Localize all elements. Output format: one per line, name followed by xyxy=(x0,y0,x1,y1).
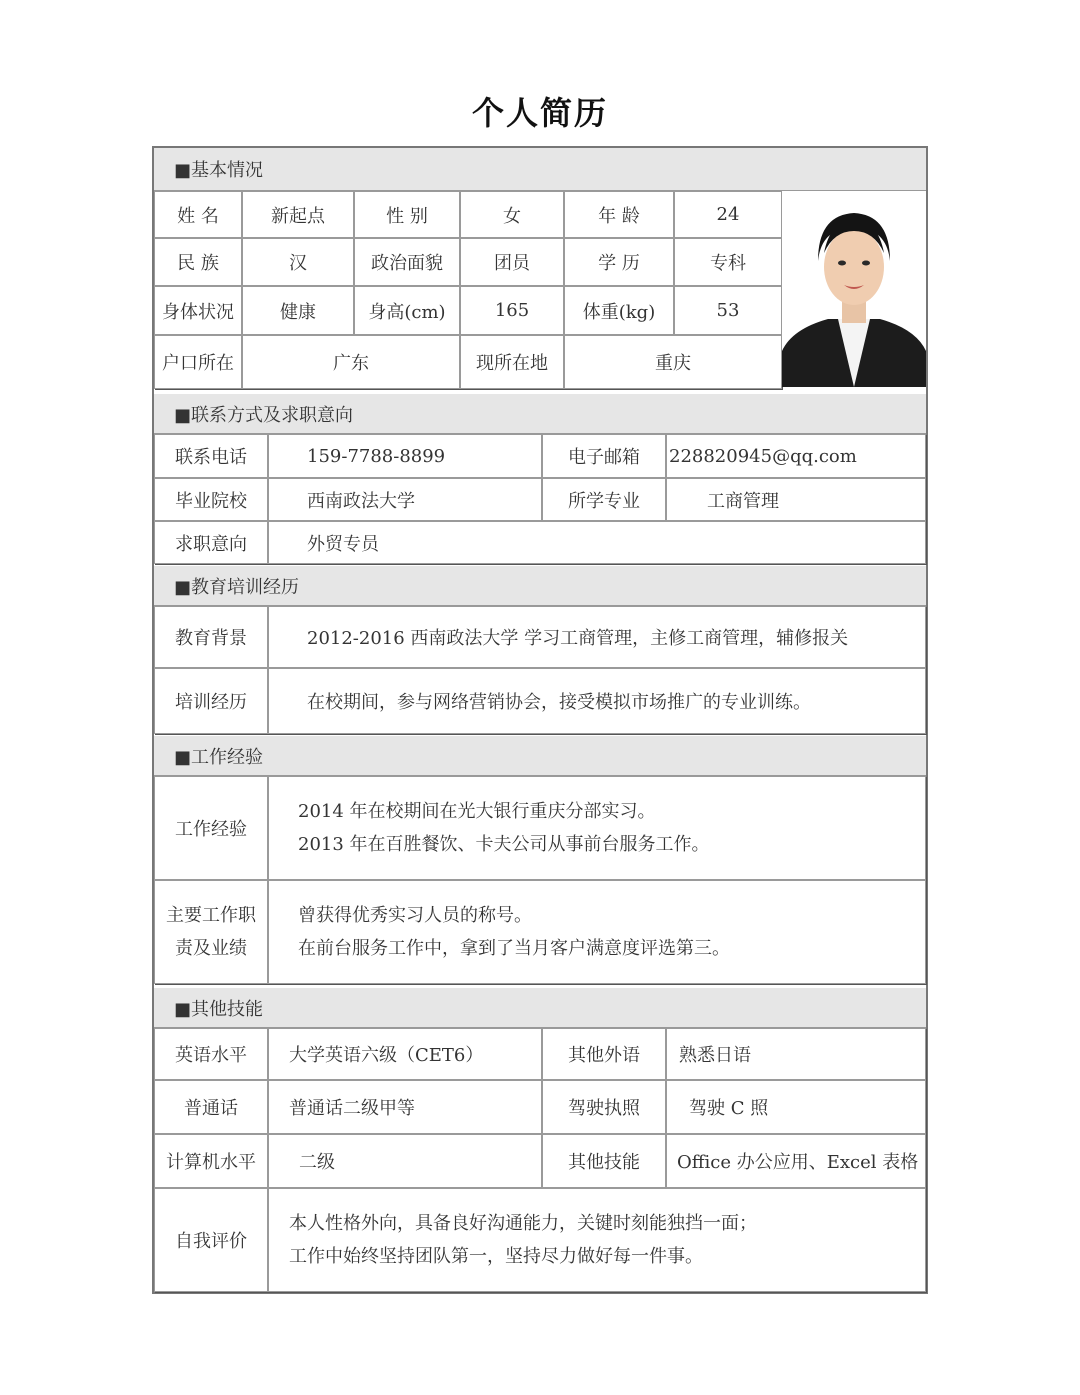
training-label: 培训经历 xyxy=(154,668,268,734)
height-value: 165 xyxy=(460,286,564,335)
self-eval-label: 自我评价 xyxy=(154,1188,268,1292)
school-value: 西南政法大学 xyxy=(268,478,542,521)
intent-value: 外贸专员 xyxy=(268,521,926,564)
training-value: 在校期间，参与网络营销协会，接受模拟市场推广的专业训练。 xyxy=(268,668,926,734)
name-value: 新起点 xyxy=(242,191,354,238)
education-bg-label: 教育背景 xyxy=(154,606,268,668)
political-label: 政治面貌 xyxy=(354,238,460,286)
intent-label: 求职意向 xyxy=(154,521,268,564)
phone-label: 联系电话 xyxy=(154,434,268,478)
section-header-basic: ■基本情况 xyxy=(154,148,926,191)
license-value: 驾驶 C 照 xyxy=(666,1080,926,1134)
school-label: 毕业院校 xyxy=(154,478,268,521)
work-exp-value xyxy=(268,776,926,880)
major-label: 所学专业 xyxy=(542,478,666,521)
duty-line: 在前台服务工作中，拿到了当月客户满意度评选第三。 xyxy=(298,938,730,959)
self-eval-value xyxy=(268,1188,926,1292)
hukou-label: 户口所在 xyxy=(154,335,242,389)
residence-value: 重庆 xyxy=(564,335,782,389)
license-label: 驾驶执照 xyxy=(542,1080,666,1134)
duty-value xyxy=(268,880,926,984)
degree-value: 专科 xyxy=(674,238,782,286)
resume-table xyxy=(152,146,928,1294)
ethnicity-value: 汉 xyxy=(242,238,354,286)
duty-label xyxy=(154,880,268,984)
degree-label: 学 历 xyxy=(564,238,674,286)
computer-value: 二级 xyxy=(268,1134,542,1188)
other-skill-value: Office 办公应用、Excel 表格 xyxy=(666,1134,926,1188)
weight-value: 53 xyxy=(674,286,782,335)
hukou-value: 广东 xyxy=(242,335,460,389)
work-exp-label: 工作经验 xyxy=(154,776,268,880)
health-label: 身体状况 xyxy=(154,286,242,335)
age-label: 年 龄 xyxy=(564,191,674,238)
political-value: 团员 xyxy=(460,238,564,286)
foreign-label: 其他外语 xyxy=(542,1028,666,1080)
residence-label: 现所在地 xyxy=(460,335,564,389)
mandarin-label: 普通话 xyxy=(154,1080,268,1134)
work-exp-line: 2013 年在百胜餐饮、卡夫公司从事前台服务工作。 xyxy=(298,834,710,855)
name-label: 姓 名 xyxy=(154,191,242,238)
phone-value: 159-7788-8899 xyxy=(268,434,542,478)
duty-label-line: 责及业绩 xyxy=(175,938,247,959)
english-value: 大学英语六级（CET6） xyxy=(268,1028,542,1080)
gender-label: 性 别 xyxy=(354,191,460,238)
work-exp-line: 2014 年在校期间在光大银行重庆分部实习。 xyxy=(298,801,656,822)
mandarin-value: 普通话二级甲等 xyxy=(268,1080,542,1134)
section-header-contact: ■联系方式及求职意向 xyxy=(154,394,926,434)
weight-label: 体重(kg) xyxy=(564,286,674,335)
page-title: 个人简历 xyxy=(471,94,608,132)
self-eval-line: 本人性格外向，具备良好沟通能力，关键时刻能独挡一面； xyxy=(289,1213,757,1234)
health-value: 健康 xyxy=(242,286,354,335)
age-value: 24 xyxy=(674,191,782,238)
foreign-value: 熟悉日语 xyxy=(666,1028,926,1080)
section-header-skills: ■其他技能 xyxy=(154,988,926,1028)
self-eval-line: 工作中始终坚持团队第一，坚持尽力做好每一件事。 xyxy=(289,1246,703,1267)
email-value: 228820945@qq.com xyxy=(666,434,926,478)
major-value: 工商管理 xyxy=(666,478,926,521)
email-label: 电子邮箱 xyxy=(542,434,666,478)
education-bg-value: 2012-2016 西南政法大学 学习工商管理，主修工商管理，辅修报关 xyxy=(268,606,926,668)
gender-value: 女 xyxy=(460,191,564,238)
ethnicity-label: 民 族 xyxy=(154,238,242,286)
english-label: 英语水平 xyxy=(154,1028,268,1080)
other-skill-label: 其他技能 xyxy=(542,1134,666,1188)
section-header-work: ■工作经验 xyxy=(154,736,926,776)
computer-label: 计算机水平 xyxy=(154,1134,268,1188)
profile-photo xyxy=(782,191,926,387)
height-label: 身高(cm) xyxy=(354,286,460,335)
duty-label-line: 主要工作职 xyxy=(166,905,256,926)
duty-line: 曾获得优秀实习人员的称号。 xyxy=(298,905,532,926)
section-header-education: ■教育培训经历 xyxy=(154,566,926,606)
